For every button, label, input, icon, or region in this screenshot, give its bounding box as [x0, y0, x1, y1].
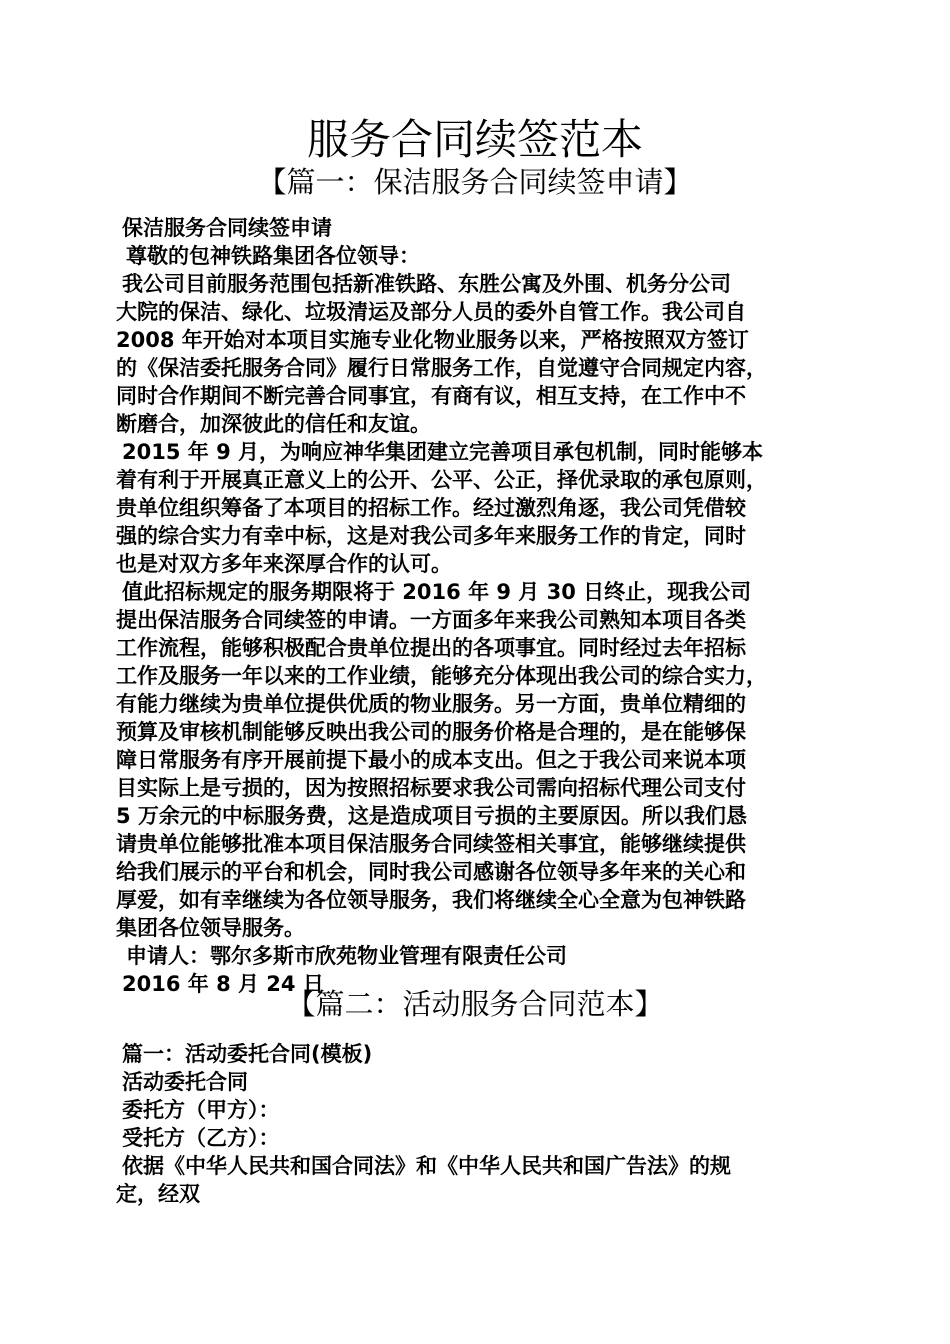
paragraph3-line: 5 万余元的中标服务费，这是造成项目亏损的主要原因。所以我们恳 — [116, 804, 747, 828]
section2-line: 依据《中华人民共和国合同法》和《中华人民共和国广告法》的规 — [122, 1154, 731, 1178]
paragraph1-line: 2008 年开始对本项目实施专业化物业服务以来，严格按照双方签订 — [116, 328, 749, 352]
paragraph2-line: 强的综合实力有幸中标，这是对我公司多年来服务工作的肯定，同时 — [116, 524, 746, 548]
paragraph2-line: 贵单位组织筹备了本项目的招标工作。经过激烈角逐，我公司凭借较 — [116, 496, 746, 520]
paragraph1-line: 断磨合，加深彼此的信任和友谊。 — [116, 412, 431, 436]
section1-greeting: 尊敬的包神铁路集团各位领导： — [126, 244, 420, 268]
paragraph2-line: 2015 年 9 月，为响应神华集团建立完善项目承包机制，同时能够本 — [122, 440, 763, 464]
section1-subtitle: 保洁服务合同续签申请 — [122, 216, 332, 240]
section2-line: 篇一：活动委托合同(模板) — [122, 1042, 373, 1066]
paragraph3-line: 请贵单位能够批准本项目保洁服务合同续签相关事宜，能够继续提供 — [116, 832, 746, 856]
applicant-line: 申请人：鄂尔多斯市欣苑物业管理有限责任公司 — [126, 944, 567, 968]
paragraph1-line: 我公司目前服务范围包括新准铁路、东胜公寓及外围、机务分公司 — [122, 272, 731, 296]
paragraph3-line: 有能力继续为贵单位提供优质的物业服务。另一方面，贵单位精细的 — [116, 692, 746, 716]
paragraph2-line: 也是对双方多年来深厚合作的认可。 — [116, 552, 452, 576]
section-heading-1: 【篇一：保洁服务合同续签申请】 — [257, 165, 693, 199]
paragraph3-line: 障日常服务有序开展前提下最小的成本支出。但之于我公司来说本项 — [116, 748, 746, 772]
section1-body — [116, 214, 844, 998]
paragraph3-line: 工作及服务一年以来的工作业绩，能够充分体现出我公司的综合实力， — [116, 664, 767, 688]
paragraph2-line: 着有利于开展真正意义上的公开、公平、公正，择优录取的承包原则， — [116, 468, 767, 492]
paragraph3-line: 给我们展示的平台和机会，同时我公司感谢各位领导多年来的关心和 — [116, 860, 746, 884]
section2-line: 活动委托合同 — [122, 1070, 248, 1094]
paragraph3-line: 工作流程，能够积极配合贵单位提出的各项事宜。同时经过去年招标 — [116, 636, 746, 660]
paragraph1-line: 大院的保洁、绿化、垃圾清运及部分人员的委外自管工作。我公司自 — [116, 300, 746, 324]
paragraph3-line: 提出保洁服务合同续签的申请。一方面多年来我公司熟知本项目各类 — [116, 608, 746, 632]
paragraph3-line: 集团各位领导服务。 — [116, 916, 305, 940]
section2-line: 受托方（乙方）： — [122, 1126, 280, 1150]
paragraph1-line: 同时合作期间不断完善合同事宜，有商有议，相互支持，在工作中不 — [116, 384, 746, 408]
section2-line: 定，经双 — [116, 1182, 200, 1206]
paragraph1-line: 的《保洁委托服务合同》履行日常服务工作，自觉遵守合同规定内容， — [116, 356, 767, 380]
section-heading-2: 【篇二：活动服务合同范本】 — [286, 987, 664, 1021]
paragraph3-line: 厚爱，如有幸继续为各位领导服务，我们将继续全心全意为包神铁路 — [116, 888, 746, 912]
section2-body — [116, 1040, 844, 1208]
date-line: 2016 年 8 月 24 日 — [122, 972, 324, 996]
paragraph3-line: 值此招标规定的服务期限将于 2016 年 9 月 30 日终止，现我公司 — [122, 580, 752, 604]
paragraph3-line: 目实际上是亏损的，因为按照招标要求我公司需向招标代理公司支付 — [116, 776, 746, 800]
paragraph3-line: 预算及审核机制能够反映出我公司的服务价格是合理的，是在能够保 — [116, 720, 746, 744]
section2-line: 委托方（甲方）： — [122, 1098, 280, 1122]
document-title: 服务合同续签范本 — [306, 115, 643, 164]
